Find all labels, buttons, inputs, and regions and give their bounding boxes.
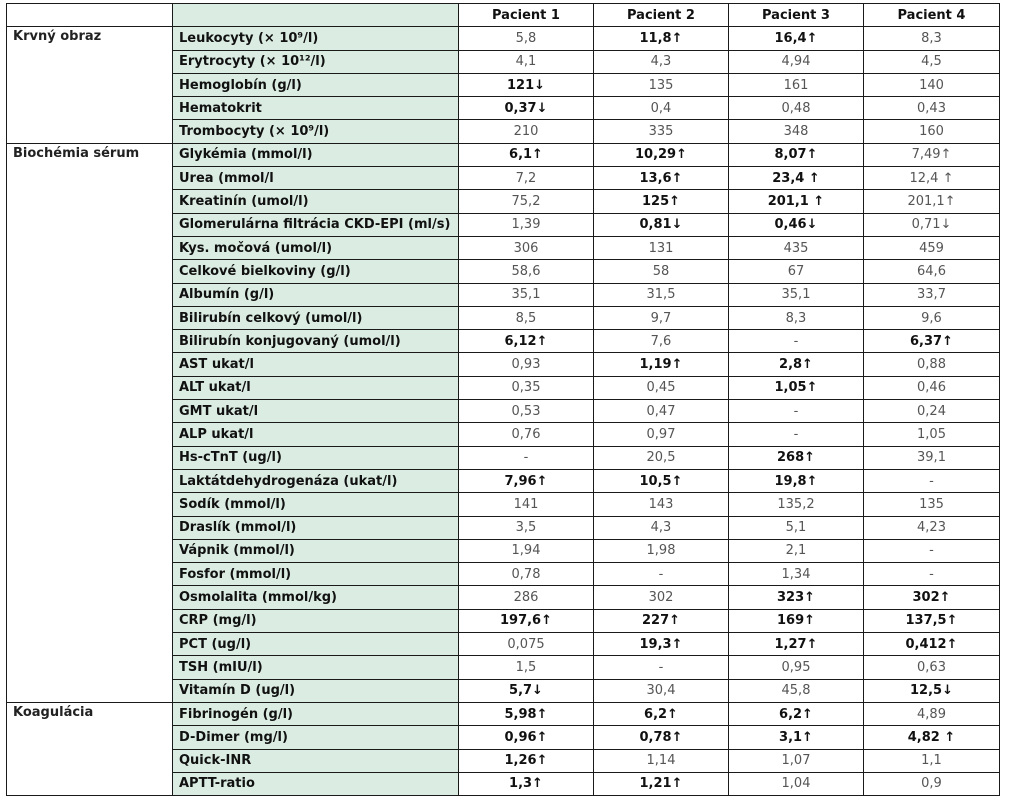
value-cell: 0,35: [459, 376, 594, 399]
parameter-label: Hemoglobín (g/l): [173, 73, 459, 96]
value-cell: 1,05: [864, 423, 1000, 446]
value-cell: 1,14: [594, 749, 729, 772]
parameter-label: Glomerulárna filtrácia CKD-EPI (ml/s): [173, 213, 459, 236]
parameter-label: Trombocyty (× 10⁹/l): [173, 120, 459, 143]
value-cell: 2,8↑: [729, 353, 864, 376]
group-label: Krvný obraz: [7, 27, 173, 143]
value-cell: 1,94: [459, 539, 594, 562]
value-cell: 1,05↑: [729, 376, 864, 399]
value-cell: 1,21↑: [594, 772, 729, 795]
value-cell: 4,3: [594, 516, 729, 539]
value-cell: 0,53: [459, 400, 594, 423]
value-cell: 4,89: [864, 702, 1000, 725]
value-cell: -: [459, 446, 594, 469]
value-cell: 160: [864, 120, 1000, 143]
value-cell: 0,9: [864, 772, 1000, 795]
parameter-label: GMT ukat/l: [173, 400, 459, 423]
value-cell: 12,4 ↑: [864, 167, 1000, 190]
value-cell: 1,34: [729, 563, 864, 586]
parameter-label: APTT-ratio: [173, 772, 459, 795]
parameter-label: Hs-cTnT (ug/l): [173, 446, 459, 469]
value-cell: 7,96↑: [459, 469, 594, 492]
value-cell: 302↑: [864, 586, 1000, 609]
value-cell: 6,2↑: [729, 702, 864, 725]
lab-results-table-wrapper: [6, 3, 1000, 796]
value-cell: 1,5: [459, 656, 594, 679]
group-label: Koagulácia: [7, 702, 173, 795]
table-row: [7, 702, 1000, 725]
value-cell: 8,5: [459, 306, 594, 329]
parameter-label: Osmolalita (mmol/kg): [173, 586, 459, 609]
value-cell: 23,4 ↑: [729, 167, 864, 190]
value-cell: 12,5↓: [864, 679, 1000, 702]
value-cell: 10,29↑: [594, 143, 729, 166]
parameter-label: Vápnik (mmol/l): [173, 539, 459, 562]
parameter-label: Vitamín D (ug/l): [173, 679, 459, 702]
parameter-label: Urea (mmol/l: [173, 167, 459, 190]
value-cell: 6,1↑: [459, 143, 594, 166]
table-body: [7, 27, 1000, 796]
value-cell: 121↓: [459, 73, 594, 96]
value-cell: 7,49↑: [864, 143, 1000, 166]
parameter-label: Draslík (mmol/l): [173, 516, 459, 539]
value-cell: 435: [729, 236, 864, 259]
value-cell: 0,88: [864, 353, 1000, 376]
value-cell: 0,81↓: [594, 213, 729, 236]
value-cell: 4,3: [594, 50, 729, 73]
value-cell: 135,2: [729, 493, 864, 516]
column-header: Pacient 4: [864, 4, 1000, 27]
value-cell: 35,1: [459, 283, 594, 306]
parameter-label: Erytrocyty (× 10¹²/l): [173, 50, 459, 73]
value-cell: 39,1: [864, 446, 1000, 469]
value-cell: 169↑: [729, 609, 864, 632]
value-cell: 0,24: [864, 400, 1000, 423]
value-cell: 4,94: [729, 50, 864, 73]
value-cell: 30,4: [594, 679, 729, 702]
value-cell: 3,1↑: [729, 726, 864, 749]
value-cell: 58,6: [459, 260, 594, 283]
value-cell: 6,37↑: [864, 330, 1000, 353]
value-cell: -: [729, 400, 864, 423]
value-cell: 4,82 ↑: [864, 726, 1000, 749]
value-cell: 20,5: [594, 446, 729, 469]
value-cell: 16,4↑: [729, 27, 864, 50]
parameter-label: Leukocyty (× 10⁹/l): [173, 27, 459, 50]
parameter-label: Bilirubín celkový (umol/l): [173, 306, 459, 329]
value-cell: 9,6: [864, 306, 1000, 329]
value-cell: 0,45: [594, 376, 729, 399]
value-cell: 1,3↑: [459, 772, 594, 795]
value-cell: 1,07: [729, 749, 864, 772]
value-cell: 201,1 ↑: [729, 190, 864, 213]
value-cell: 0,78: [459, 563, 594, 586]
parameter-label: Celkové bielkoviny (g/l): [173, 260, 459, 283]
parameter-label: Laktátdehydrogenáza (ukat/l): [173, 469, 459, 492]
value-cell: 9,7: [594, 306, 729, 329]
value-cell: 7,6: [594, 330, 729, 353]
value-cell: 0,412↑: [864, 633, 1000, 656]
value-cell: 0,93: [459, 353, 594, 376]
value-cell: 0,075: [459, 633, 594, 656]
value-cell: 135: [594, 73, 729, 96]
value-cell: 19,8↑: [729, 469, 864, 492]
value-cell: 140: [864, 73, 1000, 96]
value-cell: -: [864, 469, 1000, 492]
value-cell: 3,5: [459, 516, 594, 539]
header-corner-parameter: [173, 4, 459, 27]
value-cell: 13,6↑: [594, 167, 729, 190]
value-cell: 0,96↑: [459, 726, 594, 749]
header-row: [7, 4, 1000, 27]
parameter-label: Kreatinín (umol/l): [173, 190, 459, 213]
value-cell: 5,8: [459, 27, 594, 50]
value-cell: 306: [459, 236, 594, 259]
value-cell: 45,8: [729, 679, 864, 702]
value-cell: 35,1: [729, 283, 864, 306]
group-label: Biochémia sérum: [7, 143, 173, 702]
value-cell: 197,6↑: [459, 609, 594, 632]
value-cell: 0,97: [594, 423, 729, 446]
value-cell: 143: [594, 493, 729, 516]
value-cell: 5,1: [729, 516, 864, 539]
parameter-label: Hematokrit: [173, 97, 459, 120]
value-cell: 201,1↑: [864, 190, 1000, 213]
table-row: [7, 27, 1000, 50]
value-cell: -: [594, 656, 729, 679]
value-cell: 335: [594, 120, 729, 143]
value-cell: 137,5↑: [864, 609, 1000, 632]
value-cell: 5,7↓: [459, 679, 594, 702]
value-cell: 210: [459, 120, 594, 143]
value-cell: 0,76: [459, 423, 594, 446]
value-cell: 0,78↑: [594, 726, 729, 749]
value-cell: 0,46: [864, 376, 1000, 399]
value-cell: 141: [459, 493, 594, 516]
value-cell: 6,2↑: [594, 702, 729, 725]
value-cell: 4,1: [459, 50, 594, 73]
value-cell: 135: [864, 493, 1000, 516]
value-cell: 75,2: [459, 190, 594, 213]
parameter-label: AST ukat/l: [173, 353, 459, 376]
value-cell: -: [594, 563, 729, 586]
value-cell: 31,5: [594, 283, 729, 306]
parameter-label: ALP ukat/l: [173, 423, 459, 446]
parameter-label: Quick-INR: [173, 749, 459, 772]
value-cell: 10,5↑: [594, 469, 729, 492]
value-cell: 19,3↑: [594, 633, 729, 656]
value-cell: 11,8↑: [594, 27, 729, 50]
parameter-label: Glykémia (mmol/l): [173, 143, 459, 166]
value-cell: 8,07↑: [729, 143, 864, 166]
value-cell: 6,12↑: [459, 330, 594, 353]
value-cell: 1,39: [459, 213, 594, 236]
value-cell: 8,3: [729, 306, 864, 329]
value-cell: 8,3: [864, 27, 1000, 50]
lab-results-table: [6, 3, 1000, 796]
column-header: Pacient 2: [594, 4, 729, 27]
value-cell: 64,6: [864, 260, 1000, 283]
value-cell: 2,1: [729, 539, 864, 562]
value-cell: 125↑: [594, 190, 729, 213]
value-cell: 0,4: [594, 97, 729, 120]
parameter-label: Kys. močová (umol/l): [173, 236, 459, 259]
value-cell: 227↑: [594, 609, 729, 632]
parameter-label: Fibrinogén (g/l): [173, 702, 459, 725]
table-row: [7, 143, 1000, 166]
parameter-label: Bilirubín konjugovaný (umol/l): [173, 330, 459, 353]
value-cell: 0,47: [594, 400, 729, 423]
value-cell: 4,23: [864, 516, 1000, 539]
value-cell: 67: [729, 260, 864, 283]
column-header: Pacient 3: [729, 4, 864, 27]
header-corner-category: [7, 4, 173, 27]
value-cell: 268↑: [729, 446, 864, 469]
parameter-label: Fosfor (mmol/l): [173, 563, 459, 586]
value-cell: 58: [594, 260, 729, 283]
value-cell: 4,5: [864, 50, 1000, 73]
value-cell: 0,71↓: [864, 213, 1000, 236]
parameter-label: PCT (ug/l): [173, 633, 459, 656]
value-cell: 323↑: [729, 586, 864, 609]
value-cell: -: [864, 539, 1000, 562]
column-header: Pacient 1: [459, 4, 594, 27]
parameter-label: D-Dimer (mg/l): [173, 726, 459, 749]
value-cell: 1,04: [729, 772, 864, 795]
value-cell: 459: [864, 236, 1000, 259]
value-cell: 286: [459, 586, 594, 609]
value-cell: 1,98: [594, 539, 729, 562]
parameter-label: ALT ukat/l: [173, 376, 459, 399]
parameter-label: Sodík (mmol/l): [173, 493, 459, 516]
value-cell: -: [729, 330, 864, 353]
parameter-label: CRP (mg/l): [173, 609, 459, 632]
value-cell: 0,37↓: [459, 97, 594, 120]
value-cell: 1,26↑: [459, 749, 594, 772]
value-cell: 1,19↑: [594, 353, 729, 376]
parameter-label: TSH (mIU/l): [173, 656, 459, 679]
value-cell: 302: [594, 586, 729, 609]
value-cell: 0,46↓: [729, 213, 864, 236]
value-cell: 0,63: [864, 656, 1000, 679]
value-cell: 1,1: [864, 749, 1000, 772]
value-cell: 0,43: [864, 97, 1000, 120]
value-cell: 5,98↑: [459, 702, 594, 725]
value-cell: 33,7: [864, 283, 1000, 306]
value-cell: 0,95: [729, 656, 864, 679]
value-cell: 131: [594, 236, 729, 259]
value-cell: 7,2: [459, 167, 594, 190]
value-cell: 1,27↑: [729, 633, 864, 656]
value-cell: 0,48: [729, 97, 864, 120]
value-cell: -: [864, 563, 1000, 586]
value-cell: -: [729, 423, 864, 446]
value-cell: 348: [729, 120, 864, 143]
parameter-label: Albumín (g/l): [173, 283, 459, 306]
value-cell: 161: [729, 73, 864, 96]
